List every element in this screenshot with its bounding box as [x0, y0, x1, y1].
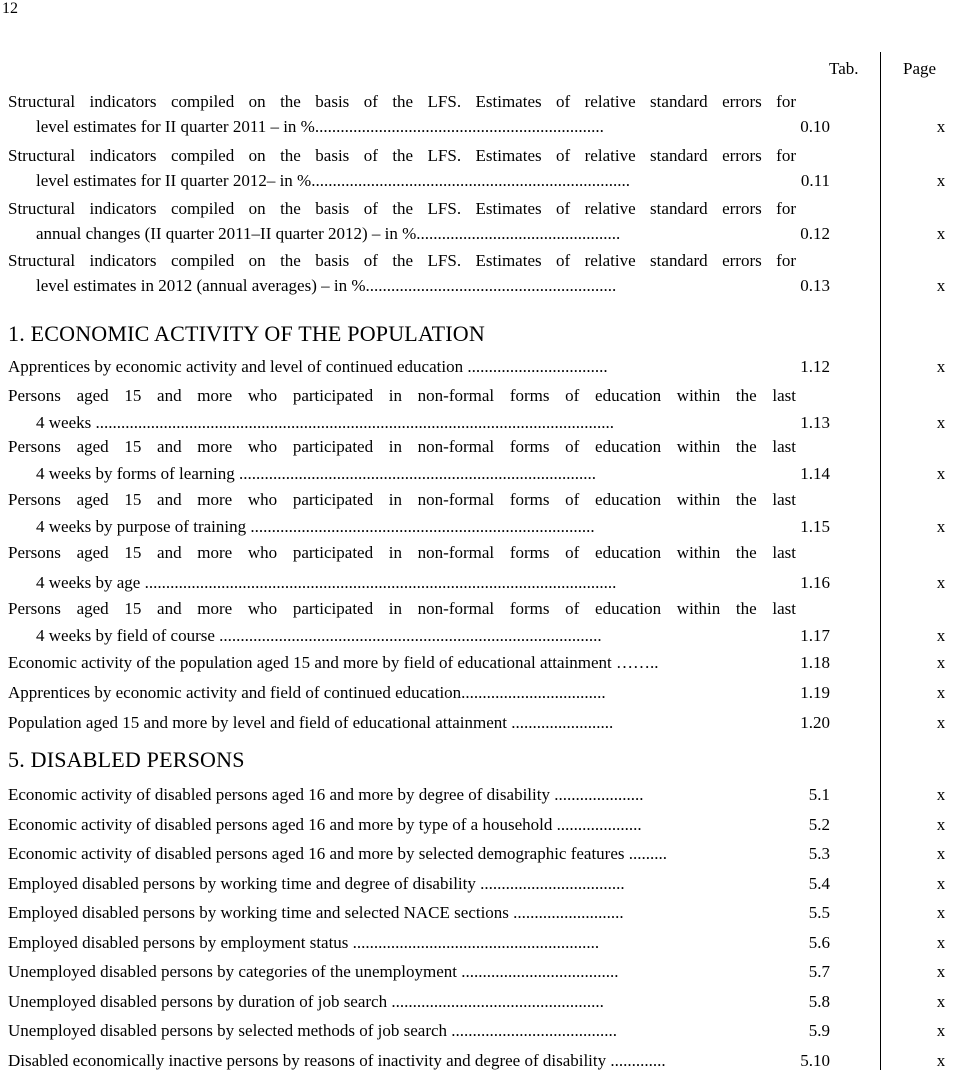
- table-number: 1.15: [800, 517, 830, 536]
- table-number: 0.11: [800, 171, 830, 190]
- page-ref: x: [936, 276, 946, 295]
- page-ref: x: [936, 464, 946, 483]
- table-number: 5.7: [808, 962, 830, 981]
- page-ref: x: [936, 224, 946, 243]
- column-header-page: Page: [903, 59, 937, 78]
- table-number: 1.13: [800, 413, 830, 432]
- page-ref: x: [936, 873, 946, 893]
- entry-line-1: Unemployed disabled persons by categories of the unemployment .....................................: [8, 962, 619, 981]
- page-ref: x: [936, 171, 946, 190]
- entry-line-1: Disabled economically inactive persons by reasons of inactivity and degree of disability .............: [8, 1050, 666, 1070]
- page-ref: x: [936, 991, 946, 1011]
- page-ref: x: [936, 785, 946, 804]
- table-number: 5.2: [808, 814, 830, 834]
- entry-line-2: level estimates for II quarter 2012– in %...........................................................................: [36, 171, 630, 190]
- entry-line-1: Structural indicators compiled on the basis of the LFS. Estimates of relative standard errors for: [8, 146, 796, 165]
- entry-line-1: Economic activity of disabled persons aged 16 and more by selected demographic features .........: [8, 844, 668, 863]
- page-ref: x: [936, 1021, 946, 1040]
- entry-line-1: Unemployed disabled persons by selected methods of job search .......................................: [8, 1021, 618, 1040]
- entry-line-1: Apprentices by economic activity and field of continued education..................................: [8, 683, 606, 702]
- page-ref: x: [936, 814, 946, 834]
- page-ref: x: [936, 413, 946, 432]
- entry-line-1: Employed disabled persons by working time and selected NACE sections ..........................: [8, 903, 624, 922]
- table-number: 5.3: [808, 844, 830, 863]
- entry-line-1: Persons aged 15 and more who participated in non-formal forms of education within the last: [8, 437, 796, 456]
- page-ref: x: [936, 653, 946, 672]
- table-number: 5.4: [808, 873, 830, 893]
- entry-line-1: Population aged 15 and more by level and field of educational attainment ........................: [8, 713, 614, 732]
- table-number: 5.10: [800, 1050, 830, 1070]
- entry-line-2: 4 weeks by field of course ..........................................................................................: [36, 626, 602, 645]
- entry-line-2: 4 weeks ..........................................................................................................................: [36, 413, 614, 432]
- table-number: 1.19: [800, 683, 830, 702]
- page-ref: x: [936, 626, 946, 645]
- table-number: 5.8: [808, 991, 830, 1011]
- page-ref: x: [936, 932, 946, 952]
- entry-line-1: Employed disabled persons by working time and degree of disability ..................................: [8, 873, 625, 893]
- entry-line-1: Economic activity of disabled persons aged 16 and more by type of a household ....................: [8, 814, 642, 834]
- page-ref: x: [936, 903, 946, 922]
- entry-line-1: Persons aged 15 and more who participated in non-formal forms of education within the last: [8, 386, 796, 405]
- entry-line-2: 4 weeks by forms of learning ....................................................................................: [36, 464, 597, 483]
- page-ref: x: [936, 962, 946, 981]
- page-ref: x: [936, 1050, 946, 1070]
- entry-line-1: Unemployed disabled persons by duration of job search ..................................................: [8, 991, 604, 1011]
- entry-line-2: 4 weeks by purpose of training .................................................................................: [36, 517, 595, 536]
- table-number: 5.6: [808, 932, 830, 952]
- table-number: 5.1: [808, 785, 830, 804]
- page-number: 12: [2, 0, 18, 17]
- entry-line-2: 4 weeks by age ...............................................................................................................: [36, 573, 617, 592]
- entry-line-1: Apprentices by economic activity and level of continued education .................................: [8, 357, 608, 376]
- page-ref: x: [936, 517, 946, 536]
- entry-line-1: Employed disabled persons by employment status ..........................................................: [8, 932, 600, 952]
- column-header-tab: Tab.: [829, 59, 859, 78]
- table-number: 1.17: [800, 626, 830, 645]
- entry-line-2: level estimates for II quarter 2011 – in %....................................................................: [36, 117, 604, 136]
- entry-line-1: Persons aged 15 and more who participated in non-formal forms of education within the last: [8, 543, 796, 562]
- entry-line-1: Structural indicators compiled on the basis of the LFS. Estimates of relative standard errors for: [8, 251, 796, 270]
- table-number: 5.5: [808, 903, 830, 922]
- table-number: 1.14: [800, 464, 830, 483]
- entry-line-2: annual changes (II quarter 2011–II quarter 2012) – in %................................................: [36, 224, 621, 243]
- entry-line-1: Economic activity of the population aged 15 and more by field of educational attainment ……..: [8, 653, 659, 672]
- table-number: 1.18: [800, 653, 830, 672]
- entry-line-1: Persons aged 15 and more who participated in non-formal forms of education within the last: [8, 599, 796, 618]
- table-number: 5.9: [808, 1021, 830, 1040]
- page-ref: x: [936, 117, 946, 136]
- table-number: 1.16: [800, 573, 830, 592]
- page-ref: x: [936, 357, 946, 376]
- page-ref: x: [936, 683, 946, 702]
- table-number: 1.20: [800, 713, 830, 732]
- entry-line-2: level estimates in 2012 (annual averages) – in %...........................................................: [36, 276, 617, 295]
- entry-line-1: Structural indicators compiled on the basis of the LFS. Estimates of relative standard errors for: [8, 199, 796, 218]
- column-divider: [880, 52, 881, 1070]
- table-number: 1.12: [800, 357, 830, 376]
- section-title: 1. ECONOMIC ACTIVITY OF THE POPULATION: [8, 321, 485, 346]
- table-number: 0.13: [800, 276, 830, 295]
- page-ref: x: [936, 573, 946, 592]
- page-ref: x: [936, 713, 946, 732]
- table-number: 0.12: [800, 224, 830, 243]
- section-title: 5. DISABLED PERSONS: [8, 747, 245, 772]
- page-ref: x: [936, 844, 946, 863]
- entry-line-1: Persons aged 15 and more who participated in non-formal forms of education within the last: [8, 490, 796, 509]
- entry-line-1: Economic activity of disabled persons aged 16 and more by degree of disability .....................: [8, 785, 644, 804]
- entry-line-1: Structural indicators compiled on the basis of the LFS. Estimates of relative standard errors for: [8, 92, 796, 111]
- table-number: 0.10: [800, 117, 830, 136]
